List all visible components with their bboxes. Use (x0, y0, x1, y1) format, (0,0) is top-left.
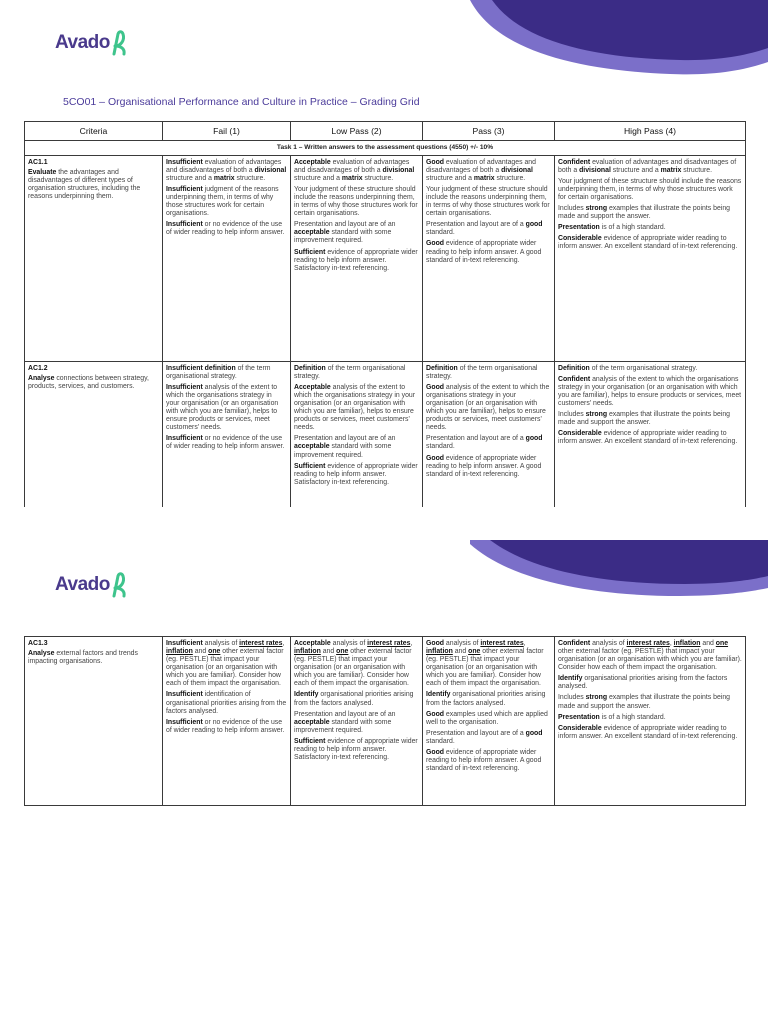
descriptor-paragraph: Sufficient evidence of appropriate wider reading to help inform answer. Satisfactory in-text referencing. (294, 248, 418, 272)
brand-logo (55, 30, 127, 56)
descriptor-paragraph: Acceptable analysis of interest rates, inflation and one other external factor (eg. PESTLE) that impact your organisation (or an organisation with which you are familiar). Consider how each of them impact the organisation. (294, 640, 413, 688)
header-low-pass: Low Pass (2) (291, 122, 423, 141)
header-fail: Fail (1) (163, 122, 291, 141)
descriptor-paragraph: Identify organisational priorities arising from the factors analysed. (426, 691, 546, 707)
descriptor-paragraph: Good evidence of appropriate wider reading to help inform answer. A good standard of in-text referencing. (426, 240, 542, 264)
header-row (25, 122, 746, 141)
high-pass-cell (555, 155, 746, 361)
descriptor-paragraph: Insufficient identification of organisational priorities arising from the factors analysed. (166, 691, 287, 715)
descriptor-paragraph: Includes strong examples that illustrate the points being made and support the answer. (558, 205, 730, 221)
descriptor-paragraph: Insufficient judgment of the reasons underpinning them, in terms of why those structures work for certain organisations. (166, 185, 279, 218)
descriptor-paragraph: Presentation is of a high standard. (558, 713, 666, 721)
high-pass-cell (555, 361, 746, 512)
table-row-ac11 (25, 155, 746, 361)
descriptor-paragraph: Confident analysis of the extent to which the organisations strategy in your organisation (or an organisation with which you are familiar), helps to ensure products or services, meet customers' needs. (558, 375, 742, 408)
descriptor-paragraph: Insufficient definition of the term organisational strategy. (166, 364, 271, 380)
descriptor-paragraph: Good evidence of appropriate wider reading to help inform answer. A good standard of in-text referencing. (426, 748, 542, 773)
descriptor-paragraph: Sufficient evidence of appropriate wider reading to help inform answer. Satisfactory in-text referencing. (294, 462, 418, 486)
table-row-ac13 (25, 637, 746, 806)
criteria-cell (25, 155, 163, 361)
descriptor-paragraph: Good evaluation of advantages and disadvantages of both a divisional structure and a matrix structure. (426, 158, 536, 182)
descriptor-paragraph: Presentation and layout are of a good standard. (426, 729, 543, 745)
task-row (25, 141, 746, 156)
descriptor-paragraph: Presentation and layout are of an acceptable standard with some improvement required. (294, 435, 396, 459)
header-wave-dark (492, 0, 768, 60)
descriptor-paragraph: Identify organisational priorities arising from the factors analysed. (558, 675, 728, 691)
descriptor-paragraph: Insufficient or no evidence of the use of wider reading to help inform answer. (166, 435, 285, 451)
descriptor-paragraph: Acceptable analysis of the extent to which the organisations strategy in your organisation (or an organisation with which you are familiar), helps to ensure products or services, meet customers' needs. (294, 383, 416, 432)
table-row-ac12 (25, 361, 746, 512)
descriptor-paragraph: Identify organisational priorities arising from the factors analysed. (294, 691, 414, 707)
descriptor-paragraph: Your judgment of these structure should include the reasons underpinning them, in terms of why those structures work for certain organisations. (294, 185, 418, 218)
criteria-cell (25, 361, 163, 512)
brand-logo-mark-icon (111, 30, 127, 56)
descriptor-paragraph: Definition of the term organisational strategy. (558, 364, 698, 372)
descriptor-paragraph: Definition of the term organisational strategy. (426, 364, 538, 380)
header-pass: Pass (3) (423, 122, 555, 141)
criterion-code: AC1.3 (28, 640, 48, 647)
descriptor-paragraph: Presentation and layout are of an acceptable standard with some improvement required. (294, 710, 396, 734)
descriptor-paragraph: Presentation and layout are of an acceptable standard with some improvement required. (294, 221, 396, 245)
header-wave-graphic (440, 0, 768, 82)
descriptor-paragraph: Insufficient evaluation of advantages and disadvantages of both a divisional structure and a matrix structure. (166, 158, 287, 182)
page-2 (0, 512, 768, 1024)
task-description: Task 1 – Written answers to the assessment questions (4550) +/- 10% (25, 141, 746, 156)
descriptor-paragraph: Includes strong examples that illustrate the points being made and support the answer. (558, 411, 730, 427)
fail-cell (163, 361, 291, 512)
header-wave-graphic (470, 540, 768, 600)
criterion-code: AC1.2 (28, 364, 48, 372)
document-title: 5CO01 – Organisational Performance and Culture in Practice – Grading Grid (63, 96, 420, 108)
grading-grid-table (24, 636, 746, 806)
criterion-description: Evaluate the advantages and disadvantages of different types of organisation structures, including the reasons underpinning them. (28, 168, 141, 201)
criterion-description: Analyse connections between strategy, products, services, and customers. (28, 374, 149, 390)
brand-logo (55, 572, 127, 598)
low-pass-cell (291, 155, 423, 361)
descriptor-paragraph: Acceptable evaluation of advantages and disadvantages of both a divisional structure and a matrix structure. (294, 158, 415, 182)
grading-grid-table (24, 121, 746, 512)
descriptor-paragraph: Considerable evidence of appropriate wider reading to inform answer. An excellent standard of in-text referencing. (558, 724, 738, 740)
descriptor-paragraph: Insufficient or no evidence of the use of wider reading to help inform answer. (166, 221, 285, 237)
descriptor-paragraph: Confident analysis of interest rates, inflation and one other external factor (eg. PESTLE) that impact your organisation (or an organisation with which you are familiar). Consider how each of them impact the organisation. (558, 640, 742, 672)
descriptor-paragraph: Good evidence of appropriate wider reading to help inform answer. A good standard of in-text referencing. (426, 454, 542, 478)
high-pass-cell (555, 637, 746, 806)
low-pass-cell (291, 361, 423, 512)
descriptor-paragraph: Good analysis of the extent to which the organisations strategy in your organisation (or an organisation with which you are familiar), helps to ensure products or services, meet customers' needs. (426, 383, 550, 432)
pass-cell (423, 155, 555, 361)
brand-logo-text: Avado (55, 574, 110, 595)
criteria-cell (25, 637, 163, 806)
descriptor-paragraph: Confident evaluation of advantages and disadvantages of both a divisional structure and a matrix structure. (558, 158, 737, 174)
descriptor-paragraph: Considerable evidence of appropriate wider reading to inform answer. An excellent standard of in-text referencing. (558, 235, 738, 251)
descriptor-paragraph: Your judgment of these structure should include the reasons underpinning them, in terms of why those structures work for certain organisations. (558, 177, 742, 202)
criterion-code: AC1.1 (28, 158, 48, 166)
fail-cell (163, 637, 291, 806)
descriptor-paragraph: Includes strong examples that illustrate the points being made and support the answer. (558, 694, 730, 710)
descriptor-paragraph: Good examples used which are applied well to the organisation. (426, 710, 548, 726)
descriptor-paragraph: Insufficient analysis of the extent to which the organisations strategy in your organisation (or an organisation with which you are familiar), helps to ensure products or services, meet customers' needs. (166, 383, 279, 432)
pass-cell (423, 361, 555, 512)
descriptor-paragraph: Considerable evidence of appropriate wider reading to inform answer. An excellent standard of in-text referencing. (558, 430, 738, 446)
descriptor-paragraph: Your judgment of these structure should include the reasons underpinning them, in terms of why those structures work for certain organisations. (426, 185, 550, 218)
descriptor-paragraph: Definition of the term organisational strategy. (294, 364, 406, 380)
fail-cell (163, 155, 291, 361)
descriptor-paragraph: Insufficient analysis of interest rates, inflation and one other external factor (eg. PESTLE) that impact your organisation (or an organisation with which you are familiar). Consider how each of them impact the organisation. (166, 640, 285, 688)
brand-logo-mark-icon (111, 572, 127, 598)
descriptor-paragraph: Presentation is of a high standard. (558, 224, 666, 232)
descriptor-paragraph: Sufficient evidence of appropriate wider reading to help inform answer. Satisfactory in-text referencing. (294, 737, 418, 762)
descriptor-paragraph: Presentation and layout are of a good standard. (426, 435, 543, 451)
descriptor-paragraph: Insufficient or no evidence of the use of wider reading to help inform answer. (166, 718, 285, 734)
descriptor-paragraph: Presentation and layout are of a good standard. (426, 221, 543, 237)
low-pass-cell (291, 637, 423, 806)
pass-cell (423, 637, 555, 806)
brand-logo-text: Avado (55, 32, 110, 53)
header-high-pass: High Pass (4) (555, 122, 746, 141)
header-criteria: Criteria (25, 122, 163, 141)
criterion-description: Analyse external factors and trends impacting organisations. (28, 650, 138, 666)
descriptor-paragraph: Good analysis of interest rates, inflation and one other external factor (eg. PESTLE) that impact your organisation (or an organisation with which you are familiar). Consider how each of them impact the organisation. (426, 640, 544, 688)
